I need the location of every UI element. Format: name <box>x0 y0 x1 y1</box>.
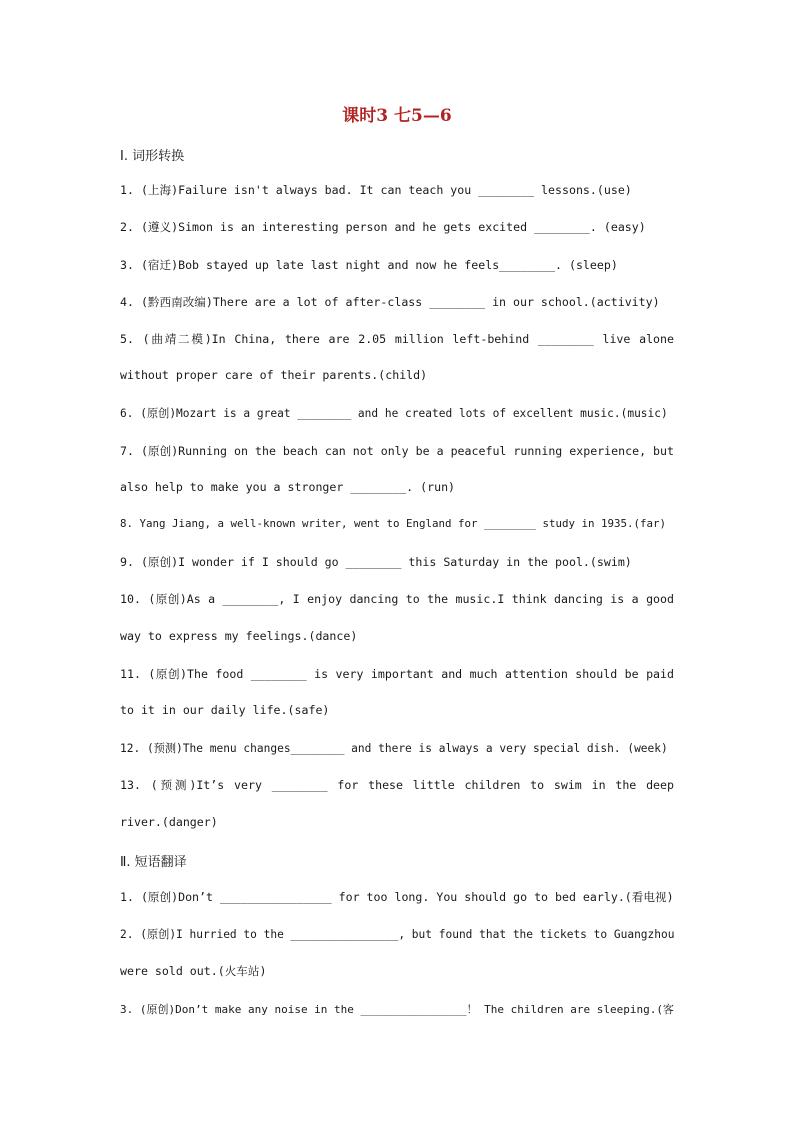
exercise-line: 2. (遵义)Simon is an interesting person and he gets excited ________. (easy) <box>120 220 646 234</box>
exercise-line: 11. (原创)The food ________ is very important and much attention should be paid <box>120 667 674 681</box>
section-heading-1: Ⅰ. 词形转换 <box>120 149 185 164</box>
exercise-line: 12. (预测)The menu changes________ and there is always a very special dish. (week) <box>120 742 668 755</box>
section-heading-2: Ⅱ. 短语翻译 <box>120 855 187 870</box>
exercise-line: river.(danger) <box>120 815 218 829</box>
exercise-line: to it in our daily life.(safe) <box>120 703 330 717</box>
exercise-line: 13. (预测)It’s very ________ for these little children to swim in the deep <box>120 778 674 792</box>
exercise-line: 3. (宿迁)Bob stayed up late last night and now he feels________. (sleep) <box>120 258 618 272</box>
exercise-line: also help to make you a stronger ________. (run) <box>120 480 456 494</box>
exercise-line: 1. (原创)Don’t ________________ for too long. You should go to bed early.(看电视) <box>120 890 674 904</box>
exercise-line: 8. Yang Jiang, a well-known writer, went to England for ________ study in 1935.(far) <box>120 517 667 530</box>
exercise-line: without proper care of their parents.(child) <box>120 368 428 382</box>
exercise-line: 3. (原创)Don’t make any noise in the ________________！ The children are sleeping.(客 <box>120 1003 674 1016</box>
exercise-line: way to express my feelings.(dance) <box>120 629 358 643</box>
exercise-line: 5. (曲靖二模)In China, there are 2.05 million left-behind ________ live alone <box>120 332 674 346</box>
exercise-line: 2. (原创)I hurried to the ________________, but found that the tickets to Guangzhou <box>120 928 674 941</box>
exercise-line: 1. (上海)Failure isn't always bad. It can teach you ________ lessons.(use) <box>120 183 632 197</box>
exercise-line: 6. (原创)Mozart is a great ________ and he created lots of excellent music.(music) <box>120 407 668 420</box>
exercise-line: 4. (黔西南改编)There are a lot of after-class ________ in our school.(activity) <box>120 295 660 309</box>
page-title: 课时3 七5—6 <box>342 106 452 126</box>
exercise-line: were sold out.(火车站) <box>120 964 267 978</box>
exercise-line: 10. (原创)As a ________, I enjoy dancing to the music.I think dancing is a good <box>120 592 674 606</box>
exercise-line: 7. (原创)Running on the beach can not only be a peaceful running experience, but <box>120 444 674 458</box>
exercise-line: 9. (原创)I wonder if I should go ________ this Saturday in the pool.(swim) <box>120 555 632 569</box>
